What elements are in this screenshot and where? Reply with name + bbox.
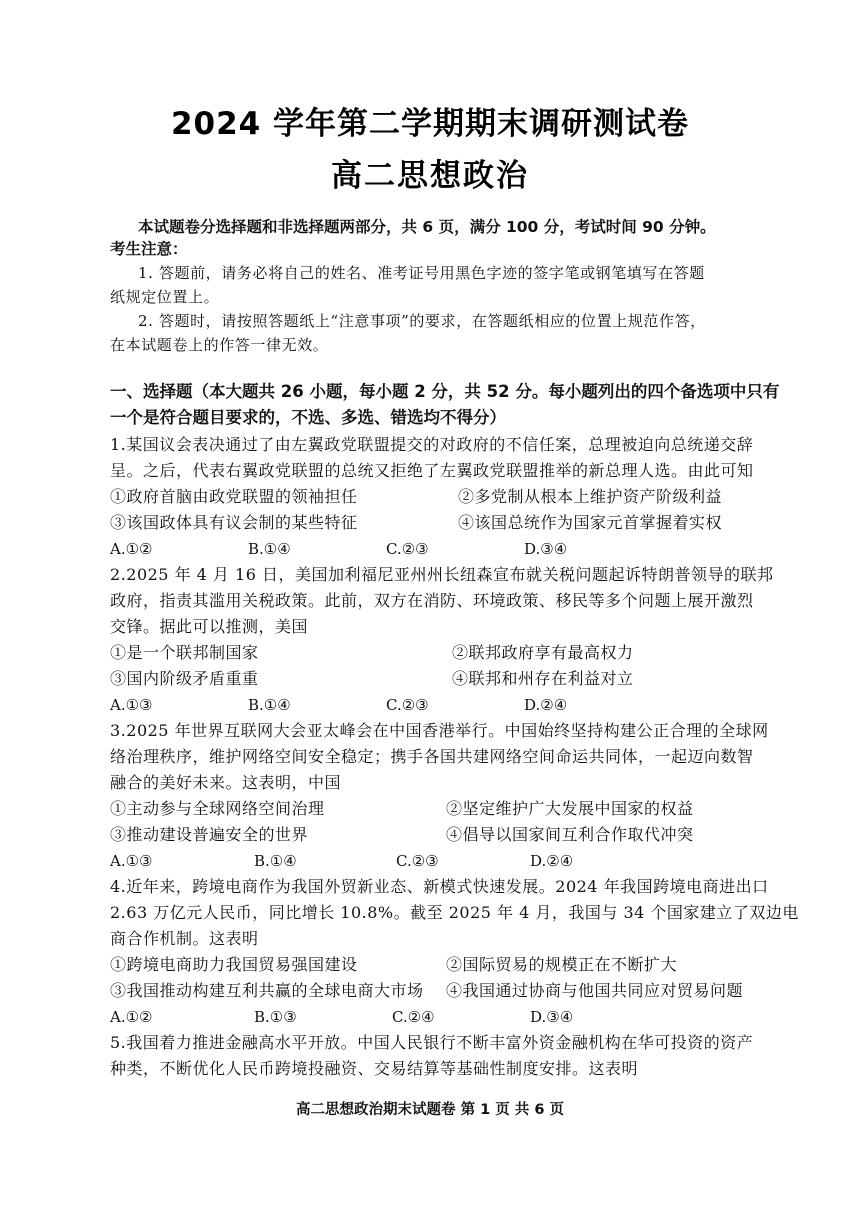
question-4-line-2: 2.63 万亿元人民币，同比增长 10.8%。截至 2025 年 4 月，我国与 34 个国家建立了双边电 (110, 903, 799, 922)
question-3-choice-b[interactable]: B.①④ (254, 852, 297, 870)
notice-1-line-2: 纸规定位置上。 (110, 288, 220, 306)
question-2-choice-c[interactable]: C.②③ (386, 696, 429, 714)
notice-heading: 考生注意： (110, 240, 188, 258)
question-4-option-4: ④我国通过协商与他国共同应对贸易问题 (446, 981, 744, 1000)
question-4-choice-b[interactable]: B.①③ (254, 1008, 297, 1026)
question-4-choice-c[interactable]: C.②④ (392, 1008, 435, 1026)
question-2-choice-a[interactable]: A.①③ (110, 696, 153, 714)
question-2-line-3: 交锋。据此可以推测，美国 (110, 617, 309, 636)
question-2-option-3: ③国内阶级矛盾重重 (110, 669, 259, 688)
question-1-option-2: ②多党制从根本上维护资产阶级利益 (458, 487, 723, 506)
question-4-option-1: ①跨境电商助力我国贸易强国建设 (110, 955, 358, 974)
question-4-option-2: ②国际贸易的规模正在不断扩大 (446, 955, 678, 974)
question-2-line-1: 2.2025 年 4 月 16 日，美国加利福尼亚州州长纽森宣布就关税问题起诉特朗普领导的联邦 (110, 565, 774, 584)
question-2-line-2: 政府，指责其滥用关税政策。此前，双方在消防、环境政策、移民等多个问题上展开激烈 (110, 591, 754, 610)
question-3-choice-a[interactable]: A.①③ (110, 852, 153, 870)
question-4-line-1: 4.近年来，跨境电商作为我国外贸新业态、新模式快速发展。2024 年我国跨境电商进出口 (110, 877, 769, 896)
question-4-line-3: 商合作机制。这表明 (110, 929, 259, 948)
question-1-choice-b[interactable]: B.①④ (248, 540, 291, 558)
question-5-line-1: 5.我国着力推进金融高水平开放。中国人民银行不断丰富外资金融机构在华可投资的资产 (110, 1033, 754, 1052)
question-3-line-2: 络治理秩序，维护网络空间安全稳定；携手各国共建网络空间命运共同体，一起迈向数智 (110, 747, 754, 766)
question-1-choice-c[interactable]: C.②③ (386, 540, 429, 558)
question-4-option-3: ③我国推动构建互利共赢的全球电商大市场 (110, 981, 424, 1000)
intro-text: 本试题卷分选择题和非选择题两部分，共 6 页，满分 100 分，考试时间 90 分钟。 (138, 218, 716, 236)
question-2-option-1: ①是一个联邦制国家 (110, 643, 259, 662)
notice-2-line-1: 2. 答题时，请按照答题纸上“注意事项”的要求，在答题纸相应的位置上规范作答， (138, 312, 706, 330)
question-2-option-4: ④联邦和州存在利益对立 (452, 669, 634, 688)
question-3-option-1: ①主动参与全球网络空间治理 (110, 799, 325, 818)
page-footer: 高二思想政治期末试题卷 第 1 页 共 6 页 (296, 1102, 564, 1118)
question-4-choice-a[interactable]: A.①② (110, 1008, 153, 1026)
question-3-line-3: 融合的美好未来。这表明，中国 (110, 773, 342, 792)
question-1-choice-a[interactable]: A.①② (110, 540, 153, 558)
question-1-option-1: ①政府首脑由政党联盟的领袖担任 (110, 487, 358, 506)
question-2-choice-b[interactable]: B.①④ (248, 696, 291, 714)
question-3-option-4: ④倡导以国家间互利合作取代冲突 (446, 825, 694, 844)
question-3-line-1: 3.2025 年世界互联网大会亚太峰会在中国香港举行。中国始终坚持构建公正合理的全球网 (110, 721, 769, 740)
question-1-line-2: 呈。之后，代表右翼政党联盟的总统又拒绝了左翼政党联盟推举的新总理人选。由此可知 (110, 461, 754, 480)
section-heading-line-1: 一、选择题（本大题共 26 小题，每小题 2 分，共 52 分。每小题列出的四个备选项中只有 (110, 382, 780, 401)
notice-2-line-2: 在本试题卷上的作答一律无效。 (110, 336, 329, 354)
question-1-option-4: ④该国总统作为国家元首掌握着实权 (458, 513, 723, 532)
question-1-option-3: ③该国政体具有议会制的某些特征 (110, 513, 358, 532)
page-subtitle: 高二思想政治 (331, 158, 529, 194)
question-4-choice-d[interactable]: D.③④ (530, 1008, 574, 1026)
question-3-choice-d[interactable]: D.②④ (530, 852, 574, 870)
question-5-line-2: 种类，不断优化人民币跨境投融资、交易结算等基础性制度安排。这表明 (110, 1059, 639, 1078)
notice-1-line-1: 1. 答题前，请务必将自己的姓名、准考证号用黑色字迹的签字笔或钢笔填写在答题 (138, 264, 705, 282)
page-title: 2024 学年第二学期期末调研测试卷 (170, 106, 690, 142)
question-2-choice-d[interactable]: D.②④ (524, 696, 568, 714)
question-1-choice-d[interactable]: D.③④ (524, 540, 568, 558)
question-3-option-3: ③推动建设普遍安全的世界 (110, 825, 309, 844)
question-1-line-1: 1.某国议会表决通过了由左翼政党联盟提交的对政府的不信任案，总理被迫向总统递交辞 (110, 435, 754, 454)
section-heading-line-2: 一个是符合题目要求的，不选、多选、错选均不得分） (110, 408, 506, 427)
question-3-choice-c[interactable]: C.②③ (396, 852, 439, 870)
question-2-option-2: ②联邦政府享有最高权力 (452, 643, 634, 662)
question-3-option-2: ②坚定维护广大发展中国家的权益 (446, 799, 694, 818)
